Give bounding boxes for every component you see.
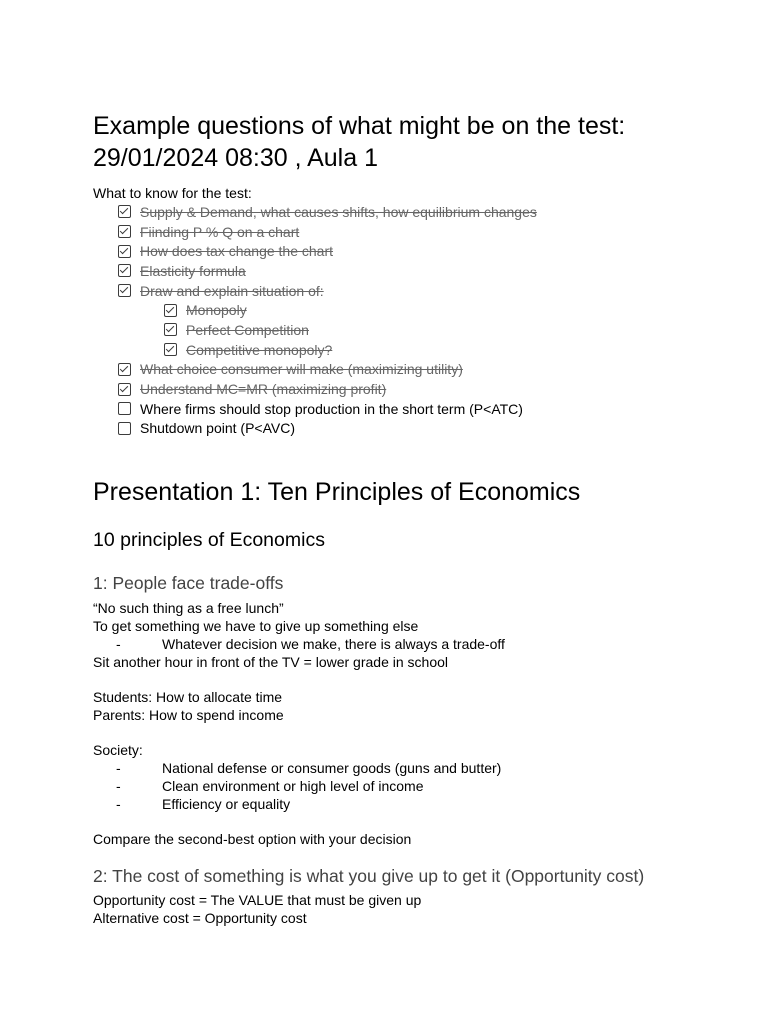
checklist-item	[93, 222, 733, 242]
checklist-item-label: Shutdown point (P<AVC)	[140, 420, 295, 437]
checklist-item	[93, 202, 733, 222]
principle-1-line-1: To get something we have to give up something else	[93, 618, 419, 635]
list-item	[93, 635, 733, 653]
principle-1-heading: 1: People face trade-offs	[93, 573, 284, 594]
checklist-item	[93, 261, 733, 281]
checklist-subitem	[93, 300, 733, 320]
principles-heading: 10 principles of Economics	[93, 529, 325, 552]
list-item-text: Efficiency or equality	[162, 796, 291, 813]
principle-1-bullets	[93, 635, 733, 653]
checklist-item	[93, 399, 733, 419]
test-checklist	[93, 202, 733, 438]
checkbox-checked-icon[interactable]	[118, 363, 131, 376]
checkbox-unchecked-icon[interactable]	[118, 402, 131, 415]
checklist-item-label: Monopoly	[186, 302, 247, 319]
checkbox-checked-icon[interactable]	[118, 264, 131, 277]
list-item	[93, 759, 733, 777]
title-line-2: 29/01/2024 08:30 , Aula 1	[93, 144, 378, 172]
society-bullets	[93, 759, 733, 813]
parents-line: Parents: How to spend income	[93, 707, 284, 724]
dash-bullet-icon: -	[116, 778, 121, 795]
list-item-text: Whatever decision we make, there is always a trade-off	[162, 636, 505, 653]
compare-line: Compare the second-best option with your decision	[93, 831, 412, 848]
checklist-subitem	[93, 340, 733, 360]
checklist-item	[93, 281, 733, 301]
dash-bullet-icon: -	[116, 760, 121, 777]
checklist-item-label: Understand MC=MR (maximizing profit)	[140, 381, 387, 398]
checklist-subitem	[93, 320, 733, 340]
checklist-item	[93, 241, 733, 261]
principle-2-line-1: Opportunity cost = The VALUE that must be given up	[93, 892, 422, 909]
principle-1-line-2: Sit another hour in front of the TV = lower grade in school	[93, 654, 449, 671]
principle-2-heading: 2: The cost of something is what you give up to get it (Opportunity cost)	[93, 866, 645, 887]
list-item-text: National defense or consumer goods (guns and butter)	[162, 760, 502, 777]
checklist-item-label: Fiinding P % Q on a chart	[140, 223, 300, 240]
checkbox-checked-icon[interactable]	[118, 225, 131, 238]
dash-bullet-icon: -	[116, 636, 121, 653]
students-line: Students: How to allocate time	[93, 689, 283, 706]
dash-bullet-icon: -	[116, 796, 121, 813]
checklist-item-label: What choice consumer will make (maximizing utility)	[140, 361, 463, 378]
checklist-item-label: Draw and explain situation of:	[140, 282, 324, 299]
checklist-item	[93, 419, 733, 439]
list-item-text: Clean environment or high level of income	[162, 778, 424, 795]
checkbox-checked-icon[interactable]	[118, 205, 131, 218]
checkbox-checked-icon[interactable]	[164, 304, 177, 317]
list-item	[93, 795, 733, 813]
test-intro: What to know for the test:	[93, 185, 252, 201]
presentation-heading: Presentation 1: Ten Principles of Economics	[93, 478, 581, 507]
checkbox-checked-icon[interactable]	[118, 284, 131, 297]
checklist-item-label: Supply & Demand, what causes shifts, how equilibrium changes	[140, 203, 537, 220]
list-item	[93, 777, 733, 795]
checklist-item	[93, 360, 733, 380]
checkbox-checked-icon[interactable]	[118, 383, 131, 396]
checkbox-unchecked-icon[interactable]	[118, 422, 131, 435]
title-line-1: Example questions of what might be on the test:	[93, 112, 626, 140]
principle-1-quote: “No such thing as a free lunch”	[93, 600, 284, 617]
checkbox-checked-icon[interactable]	[164, 323, 177, 336]
document-page	[93, 110, 733, 927]
checklist-item-label: Where firms should stop production in the short term (P<ATC)	[140, 400, 523, 417]
society-line: Society:	[93, 742, 143, 759]
checkbox-checked-icon[interactable]	[164, 343, 177, 356]
principle-2-line-2: Alternative cost = Opportunity cost	[93, 910, 307, 927]
checklist-item-label: Competitive monopoly?	[186, 341, 333, 358]
checklist-item-label: Perfect Competition	[186, 321, 309, 338]
checklist-item-label: How does tax change the chart	[140, 243, 334, 260]
checklist-item-label: Elasticity formula	[140, 262, 246, 279]
checkbox-checked-icon[interactable]	[118, 245, 131, 258]
checklist-item	[93, 379, 733, 399]
document-title	[93, 110, 733, 174]
